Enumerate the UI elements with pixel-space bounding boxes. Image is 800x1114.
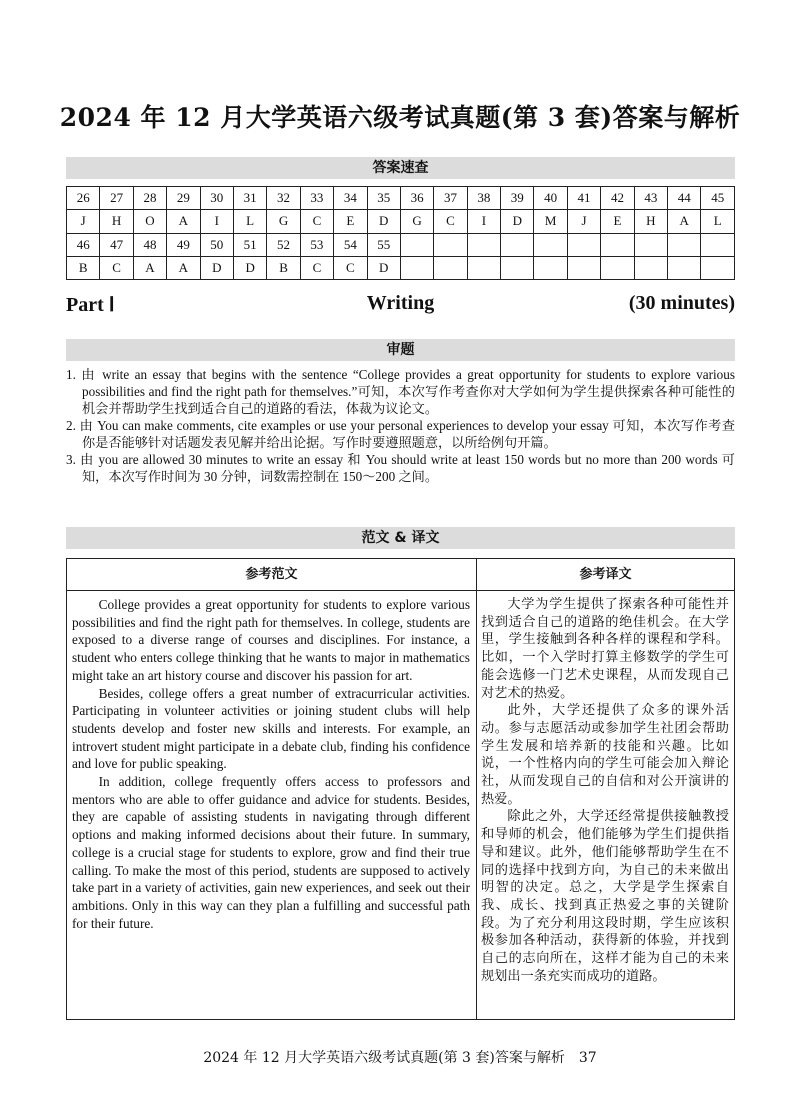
answer-cell [701,233,735,256]
essay-paragraph: In addition, college frequently offers access to professors and mentors who are able to offer guidance and advice for students. Besides, they are capable of assisting students in navigating through different options and making informed decisions about their future. In summary, college is a crucial stage for students to explore, grow and find their true calling. To make the most of this period, students are supposed to actively take part in a variety of activities, gain new experiences, and seek out their ambitions. Only in this way can they plan a fulfilling and successful path for their future. [72,774,470,931]
answer-cell: 26 [67,187,100,210]
sample-table [66,558,735,1020]
answer-cell: 43 [634,187,667,210]
part-name: Writing [366,292,435,314]
answer-cell: 35 [367,187,400,210]
sample-band: 范文 & 译文 [66,527,735,549]
answer-cell [501,256,534,279]
answer-cell: H [100,210,133,233]
page-footer: 2024 年 12 月大学英语六级考试真题(第 3 套)答案与解析 37 [203,1050,597,1066]
answer-cell: L [701,210,735,233]
essay-paragraph: College provides a great opportunity for students to explore various possibilities and find the right path for themselves. In college, students are exposed to a diverse range of courses and disciplines. For instance, a student who enters college thinking that he wants to major in mathematics might take an art history course and discover his passion for art. [72,597,470,683]
essay-paragraph: Besides, college offers a great number of extracurricular activities. Participating in volunteer activities or joining student clubs will help students develop and foster new skills and interests. For example, an introvert student might participate in a debate club, finding his confidence and love for public speaking. [72,685,470,772]
answer-cell [467,233,500,256]
answer-cell: 48 [133,233,166,256]
answer-key-table [66,186,735,280]
note-item: 3. 由 you are allowed 30 minutes to write an essay 和 You should write at least 150 words but no more than 200 words 可知，本次写作时间为 30 分钟，词数需控制在 150～200 之间。 [66,452,735,484]
answer-cell: M [534,210,567,233]
review-notes [66,366,735,485]
answer-cell: L [233,210,266,233]
answer-cell: I [200,210,233,233]
answer-number-row [67,233,735,256]
review-band: 审题 [66,339,735,361]
answer-cell [668,256,701,279]
answer-cell: D [501,210,534,233]
answer-cell: G [400,210,433,233]
answer-cell: 33 [300,187,333,210]
answer-cell: H [634,210,667,233]
answer-cell [534,233,567,256]
header-divider [67,590,734,591]
answer-cell [434,256,467,279]
answer-cell: B [67,256,100,279]
answer-cell: 53 [300,233,333,256]
answer-cell: A [133,256,166,279]
answer-cell: 52 [267,233,300,256]
answer-cell: I [467,210,500,233]
answer-cell: 54 [334,233,367,256]
answer-cell: J [67,210,100,233]
answer-cell: A [167,210,200,233]
answer-cell: A [167,256,200,279]
translation-header: 参考译文 [579,567,632,582]
note-item: 2. 由 You can make comments, cite examples or use your personal experiences to develop your essay 可知，本次写作考查你是否能够针对话题发表见解并给出论据。写作时要遵照题意，以所给例句开篇。 [66,418,735,450]
answer-cell: O [133,210,166,233]
answer-cell: 51 [233,233,266,256]
answer-cell: 40 [534,187,567,210]
answer-cell: 44 [668,187,701,210]
answer-cell: 41 [567,187,600,210]
answer-cell [567,256,600,279]
answer-number-row [67,187,735,210]
answer-cell: C [334,256,367,279]
answer-cell: 31 [233,187,266,210]
answer-cell: 27 [100,187,133,210]
answer-cell [601,256,634,279]
answer-cell: 32 [267,187,300,210]
answer-letter-row [67,210,735,233]
note-item: 1. 由 write an essay that begins with the sentence “College provides a great opportunity for students to explore various possibilities and find the right path for themselves.”可知，本次写作考查你对大学如何为学生提供探索各种可能性的机会并帮助学生找到适合自己的道路的看法，体裁为议论文。 [66,367,735,416]
answer-key-band: 答案速查 [66,157,735,179]
answer-cell [634,256,667,279]
answer-cell: E [601,210,634,233]
answer-letter-row [67,256,735,279]
part-label: Part Ⅰ [66,294,115,316]
answer-cell: D [367,210,400,233]
answer-cell: E [334,210,367,233]
answer-cell [701,256,735,279]
answer-cell: 38 [467,187,500,210]
answer-cell: 34 [334,187,367,210]
answer-cell: B [267,256,300,279]
translation-paragraph: 大学为学生提供了探索各种可能性并找到适合自己的道路的绝佳机会。在大学里，学生接触到各种各样的课程和学科。比如，一个入学时打算主修数学的学生可能会选修一门艺术史课程，从而发现自己对艺术的热爱。 [481,597,729,701]
answer-cell: 36 [400,187,433,210]
answer-cell [434,233,467,256]
answer-cell: 45 [701,187,735,210]
part-heading [66,292,735,320]
answer-cell: C [434,210,467,233]
answer-cell [634,233,667,256]
answer-cell [567,233,600,256]
answer-cell: 39 [501,187,534,210]
answer-cell [501,233,534,256]
answer-cell: D [233,256,266,279]
answer-cell: C [300,210,333,233]
translation-text [481,596,729,985]
answer-cell: C [300,256,333,279]
answer-cell [668,233,701,256]
answer-cell: 30 [200,187,233,210]
translation-paragraph: 此外，大学还提供了众多的课外活动。参与志愿活动或参加学生社团会帮助学生发展和培养新的技能和兴趣。比如说，一个性格内向的学生可能会加入辩论社，从而发现自己的自信和对公开演讲的热爱。 [481,703,729,807]
answer-cell: C [100,256,133,279]
answer-cell: D [200,256,233,279]
answer-cell: 28 [133,187,166,210]
answer-cell: 49 [167,233,200,256]
answer-cell: 37 [434,187,467,210]
column-divider [476,559,477,1019]
sample-header: 参考范文 [245,567,298,582]
answer-cell: 47 [100,233,133,256]
answer-cell: 55 [367,233,400,256]
answer-cell [400,233,433,256]
answer-cell [467,256,500,279]
essay-text [72,596,470,932]
answer-cell: 50 [200,233,233,256]
page-title: 2024 年 12 月大学英语六级考试真题(第 3 套)答案与解析 [59,103,741,132]
answer-cell: 42 [601,187,634,210]
answer-cell: D [367,256,400,279]
answer-cell [534,256,567,279]
answer-cell: G [267,210,300,233]
answer-cell: 46 [67,233,100,256]
translation-paragraph: 除此之外，大学还经常提供接触教授和导师的机会，他们能够为学生们提供指导和建议。此外，他们能够帮助学生在不同的选择中找到方向，为自己的未来做出明智的决定。总之，大学是学生探索自我、成长、找到真正热爱之事的关键阶段。为了充分利用这段时期，学生应该积极参加各种活动，获得新的体验，并找到自己的志向所在，这样才能为自己的未来规划出一条充实而成功的道路。 [481,809,729,984]
part-time: (30 minutes) [628,292,735,314]
answer-cell [400,256,433,279]
answer-cell: 29 [167,187,200,210]
answer-cell [601,233,634,256]
answer-cell: J [567,210,600,233]
answer-cell: A [668,210,701,233]
